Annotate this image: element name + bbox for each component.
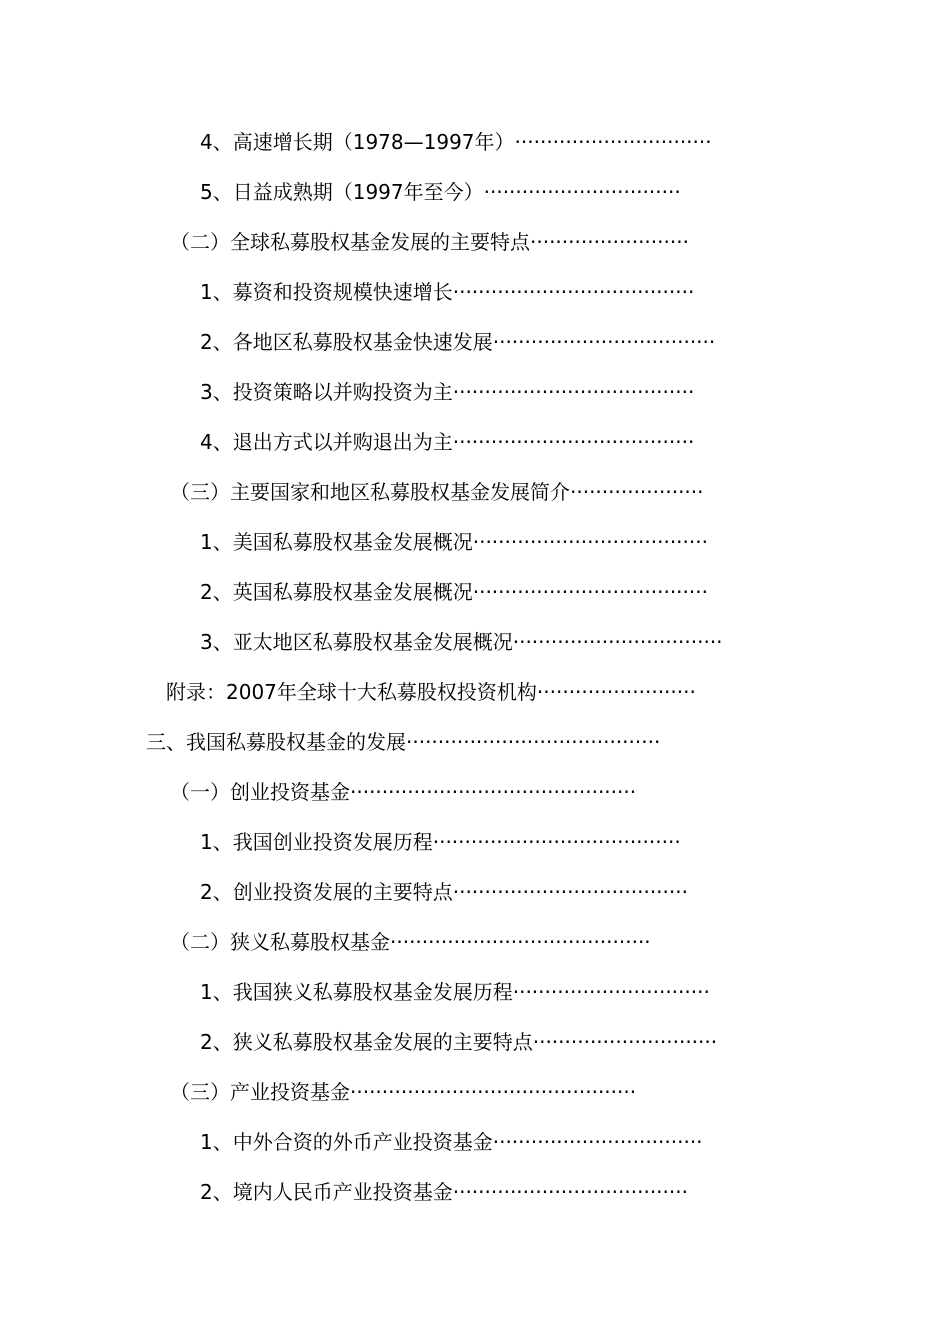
- toc-dot-leader: ·········································: [390, 930, 651, 954]
- toc-entry-title: 2、各地区私募股权基金快速发展: [200, 330, 493, 354]
- toc-entry-title: 1、我国创业投资发展历程: [200, 830, 433, 854]
- toc-entry-title: 2、狭义私募股权基金发展的主要特点: [200, 1030, 533, 1054]
- toc-entry-title: 1、募资和投资规模快速增长: [200, 280, 453, 304]
- toc-dot-leader: ······································: [452, 280, 695, 304]
- toc-entry: [170, 477, 772, 507]
- toc-dot-leader: ·············································: [350, 1080, 637, 1104]
- toc-dot-leader: ·······························: [512, 980, 710, 1004]
- toc-entry-title: 3、投资策略以并购投资为主: [200, 380, 453, 404]
- toc-dot-leader: ········································: [406, 730, 661, 754]
- toc-entry-title: 2、创业投资发展的主要特点: [200, 880, 453, 904]
- toc-entry: [200, 827, 772, 857]
- toc-entry-title: 1、我国狭义私募股权基金发展历程: [200, 980, 513, 1004]
- toc-entry-title: （二）全球私募股权基金发展的主要特点: [170, 230, 530, 254]
- toc-entry-title: 2、境内人民币产业投资基金: [200, 1180, 453, 1204]
- toc-entry: [170, 227, 772, 257]
- toc-entry: [166, 677, 774, 707]
- toc-entry-title: 1、美国私募股权基金发展概况: [200, 530, 473, 554]
- toc-entry: [200, 177, 800, 207]
- toc-dot-leader: ·······································: [432, 830, 681, 854]
- toc-entry: [200, 627, 772, 657]
- toc-entry-title: 4、退出方式以并购退出为主: [200, 430, 453, 454]
- toc-dot-leader: ···································: [492, 330, 716, 354]
- toc-entry: [170, 1077, 772, 1107]
- toc-dot-leader: ·····················: [570, 480, 704, 504]
- toc-entry: [200, 527, 772, 557]
- toc-entry: [200, 427, 772, 457]
- toc-entry: [200, 277, 772, 307]
- toc-dot-leader: ·····································: [472, 580, 708, 604]
- toc-dot-leader: ·························: [530, 230, 689, 254]
- toc-entry: [200, 877, 772, 907]
- toc-dot-leader: ·································: [492, 1130, 703, 1154]
- toc-entry-title: 附录：2007年全球十大私募股权投资机构: [166, 680, 537, 704]
- toc-entry-title: 4、高速增长期（1978—1997年）: [200, 130, 515, 154]
- toc-dot-leader: ·····································: [452, 880, 688, 904]
- toc-entry: [200, 127, 800, 157]
- toc-entry-title: 1、中外合资的外币产业投资基金: [200, 1130, 493, 1154]
- toc-dot-leader: ·····································: [472, 530, 708, 554]
- toc-dot-leader: ·····································: [452, 1180, 688, 1204]
- toc-entry-title: 2、英国私募股权基金发展概况: [200, 580, 473, 604]
- toc-entry: [200, 977, 772, 1007]
- toc-dot-leader: ·······························: [514, 130, 712, 154]
- toc-entry: [200, 327, 772, 357]
- toc-entry-title: 5、日益成熟期（1997年至今）: [200, 180, 484, 204]
- toc-entry: [146, 727, 772, 757]
- toc-entry: [200, 1027, 772, 1057]
- toc-entry: [200, 1177, 772, 1207]
- toc-dot-leader: ······································: [452, 430, 695, 454]
- toc-entry: [200, 1127, 772, 1157]
- toc-entry: [200, 577, 772, 607]
- toc-dot-leader: ·············································: [350, 780, 637, 804]
- toc-dot-leader: ·······························: [483, 180, 681, 204]
- toc-entry-title: （三）主要国家和地区私募股权基金发展简介: [170, 480, 570, 504]
- toc-entry-title: 3、亚太地区私募股权基金发展概况: [200, 630, 513, 654]
- toc-entry: [200, 377, 772, 407]
- toc-entry: [170, 927, 772, 957]
- toc-dot-leader: ·························: [536, 680, 696, 704]
- toc-dot-leader: ·····························: [532, 1030, 718, 1054]
- toc-dot-leader: ······································: [452, 380, 695, 404]
- toc-entry-title: 三、我国私募股权基金的发展: [146, 730, 406, 754]
- toc-entry: [170, 777, 772, 807]
- toc-entry-title: （二）狭义私募股权基金: [170, 930, 390, 954]
- toc-dot-leader: ·································: [512, 630, 723, 654]
- toc-entry-title: （一）创业投资基金: [170, 780, 350, 804]
- toc-entry-title: （三）产业投资基金: [170, 1080, 350, 1104]
